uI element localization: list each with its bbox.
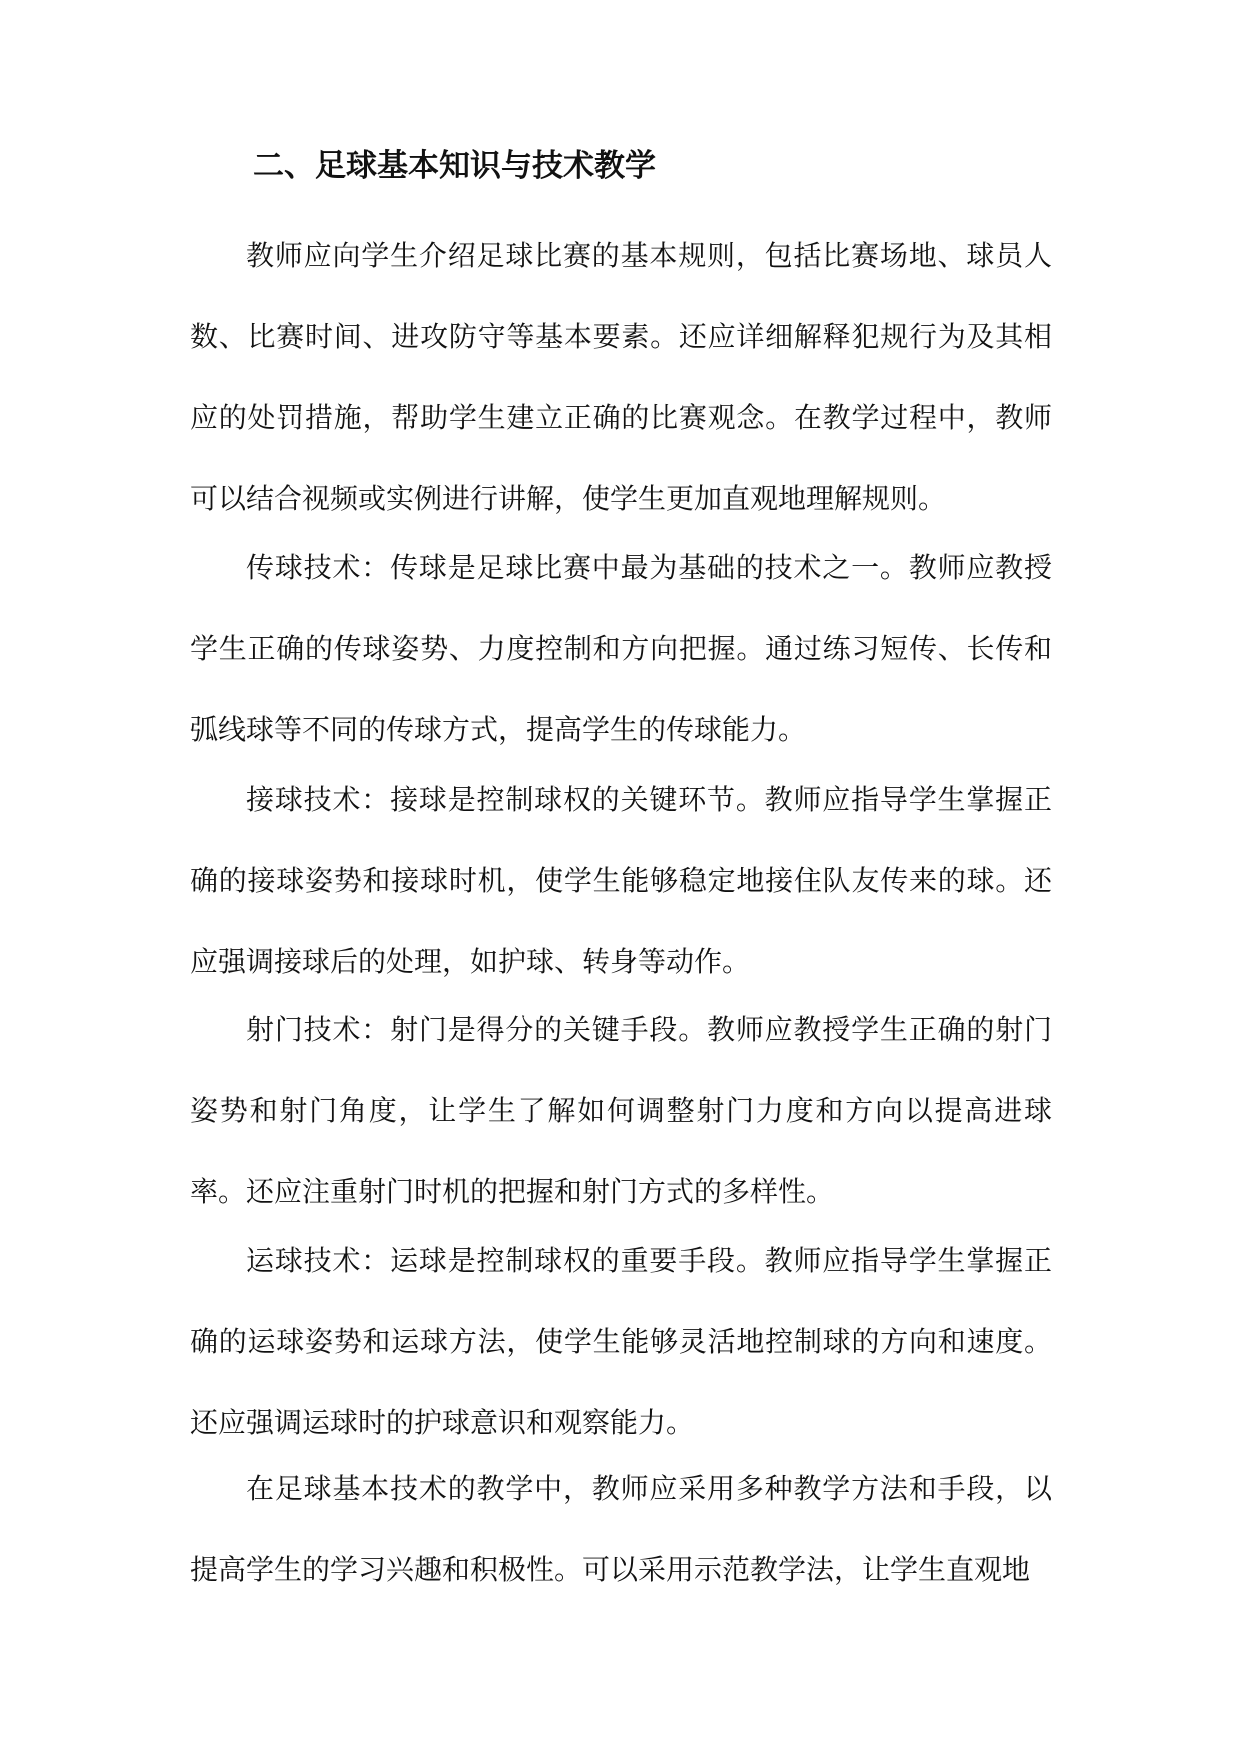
- paragraph-passing: 传球技术：传球是足球比赛中最为基础的技术之一。教师应教授学生正确的传球姿势、力度控制和方向把握。通过练习短传、长传和弧线球等不同的传球方式，提高学生的传球能力。: [190, 551, 1052, 746]
- paragraph-receiving: 接球技术：接球是控制球权的关键环节。教师应指导学生掌握正确的接球姿势和接球时机，使学生能够稳定地接住队友传来的球。还应强调接球后的处理，如护球、转身等动作。: [190, 783, 1052, 978]
- paragraph-rules: 教师应向学生介绍足球比赛的基本规则，包括比赛场地、球员人数、比赛时间、进攻防守等基本要素。还应详细解释犯规行为及其相应的处罚措施，帮助学生建立正确的比赛观念。在教学过程中，教师可以结合视频或实例进行讲解，使学生更加直观地理解规则。: [190, 239, 1052, 515]
- paragraph-dribbling: 运球技术：运球是控制球权的重要手段。教师应指导学生掌握正确的运球姿势和运球方法，使学生能够灵活地控制球的方向和速度。还应强调运球时的护球意识和观察能力。: [190, 1244, 1052, 1439]
- paragraph-teaching-methods: 在足球基本技术的教学中，教师应采用多种教学方法和手段，以提高学生的学习兴趣和积极性。可以采用示范教学法，让学生直观地: [190, 1472, 1052, 1586]
- paragraph-shooting: 射门技术：射门是得分的关键手段。教师应教授学生正确的射门姿势和射门角度，让学生了解如何调整射门力度和方向以提高进球率。还应注重射门时机的把握和射门方式的多样性。: [190, 1013, 1052, 1208]
- section-heading: 二、足球基本知识与技术教学: [253, 148, 656, 184]
